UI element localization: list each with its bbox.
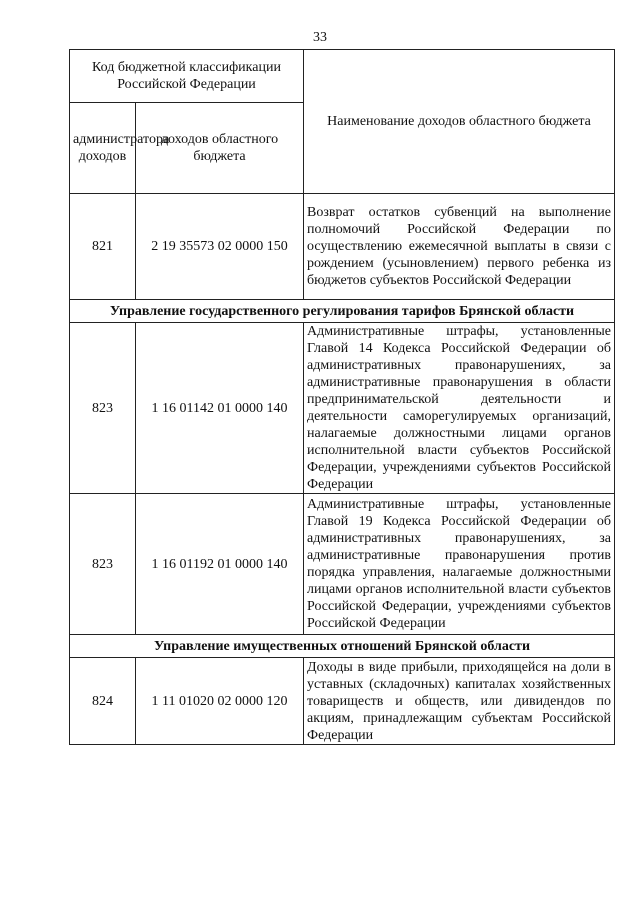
income-code-cell: 1 16 01142 01 0000 140 [136,323,304,494]
header-regional-income: доходов областного бюджета [136,103,304,194]
table-row [70,658,615,745]
header-income-name: Наименование доходов областного бюджета [304,50,615,194]
admin-code-cell: 823 [70,323,136,494]
income-code-cell: 2 19 35573 02 0000 150 [136,194,304,300]
table-row [70,494,615,635]
header-classification-code: Код бюджетной классификации Российской Федерации [70,50,304,103]
page-number: 33 [313,30,327,45]
income-name-cell: Возврат остатков субвенций на выполнение полномочий Российской Федерации по осуществлению ежемесячной выплаты в связи с рождением (усыновлением) первого ребенка из бюджетов субъектов Российской Федерации [304,194,615,300]
table-row [70,323,615,494]
table-row [70,194,615,300]
section-tariff-regulation: Управление государственного регулирования тарифов Брянской области [70,300,615,323]
income-name-cell: Доходы в виде прибыли, приходящейся на доли в уставных (складочных) капиталах хозяйственных товариществ и обществ, или дивидендов по акциям, принадлежащим субъектам Российской Федерации [304,658,615,745]
income-code-cell: 1 11 01020 02 0000 120 [136,658,304,745]
admin-code-cell: 823 [70,494,136,635]
header-administrator: администратора доходов [70,103,136,194]
budget-classification-table [69,49,615,745]
section-row [70,635,615,658]
income-name-cell: Административные штрафы, установленные Главой 19 Кодекса Российской Федерации об административных правонарушениях, за административные правонарушения против порядка управления, налагаемые должностными лицами органов исполнительной власти субъектов Российской Федерации, учреждениями субъектов Российской Федерации [304,494,615,635]
section-property-relations: Управление имущественных отношений Брянской области [70,635,615,658]
table-header-row [70,50,615,103]
income-code-cell: 1 16 01192 01 0000 140 [136,494,304,635]
section-row [70,300,615,323]
admin-code-cell: 824 [70,658,136,745]
income-name-cell: Административные штрафы, установленные Главой 14 Кодекса Российской Федерации об административных правонарушениях, за административные правонарушения в области предпринимательской деятельности и деятельности саморегулируемых организаций, налагаемые должностными лицами органов исполнительной власти субъектов Российской Федерации, учреждениями субъектов Российской Федерации [304,323,615,494]
admin-code-cell: 821 [70,194,136,300]
